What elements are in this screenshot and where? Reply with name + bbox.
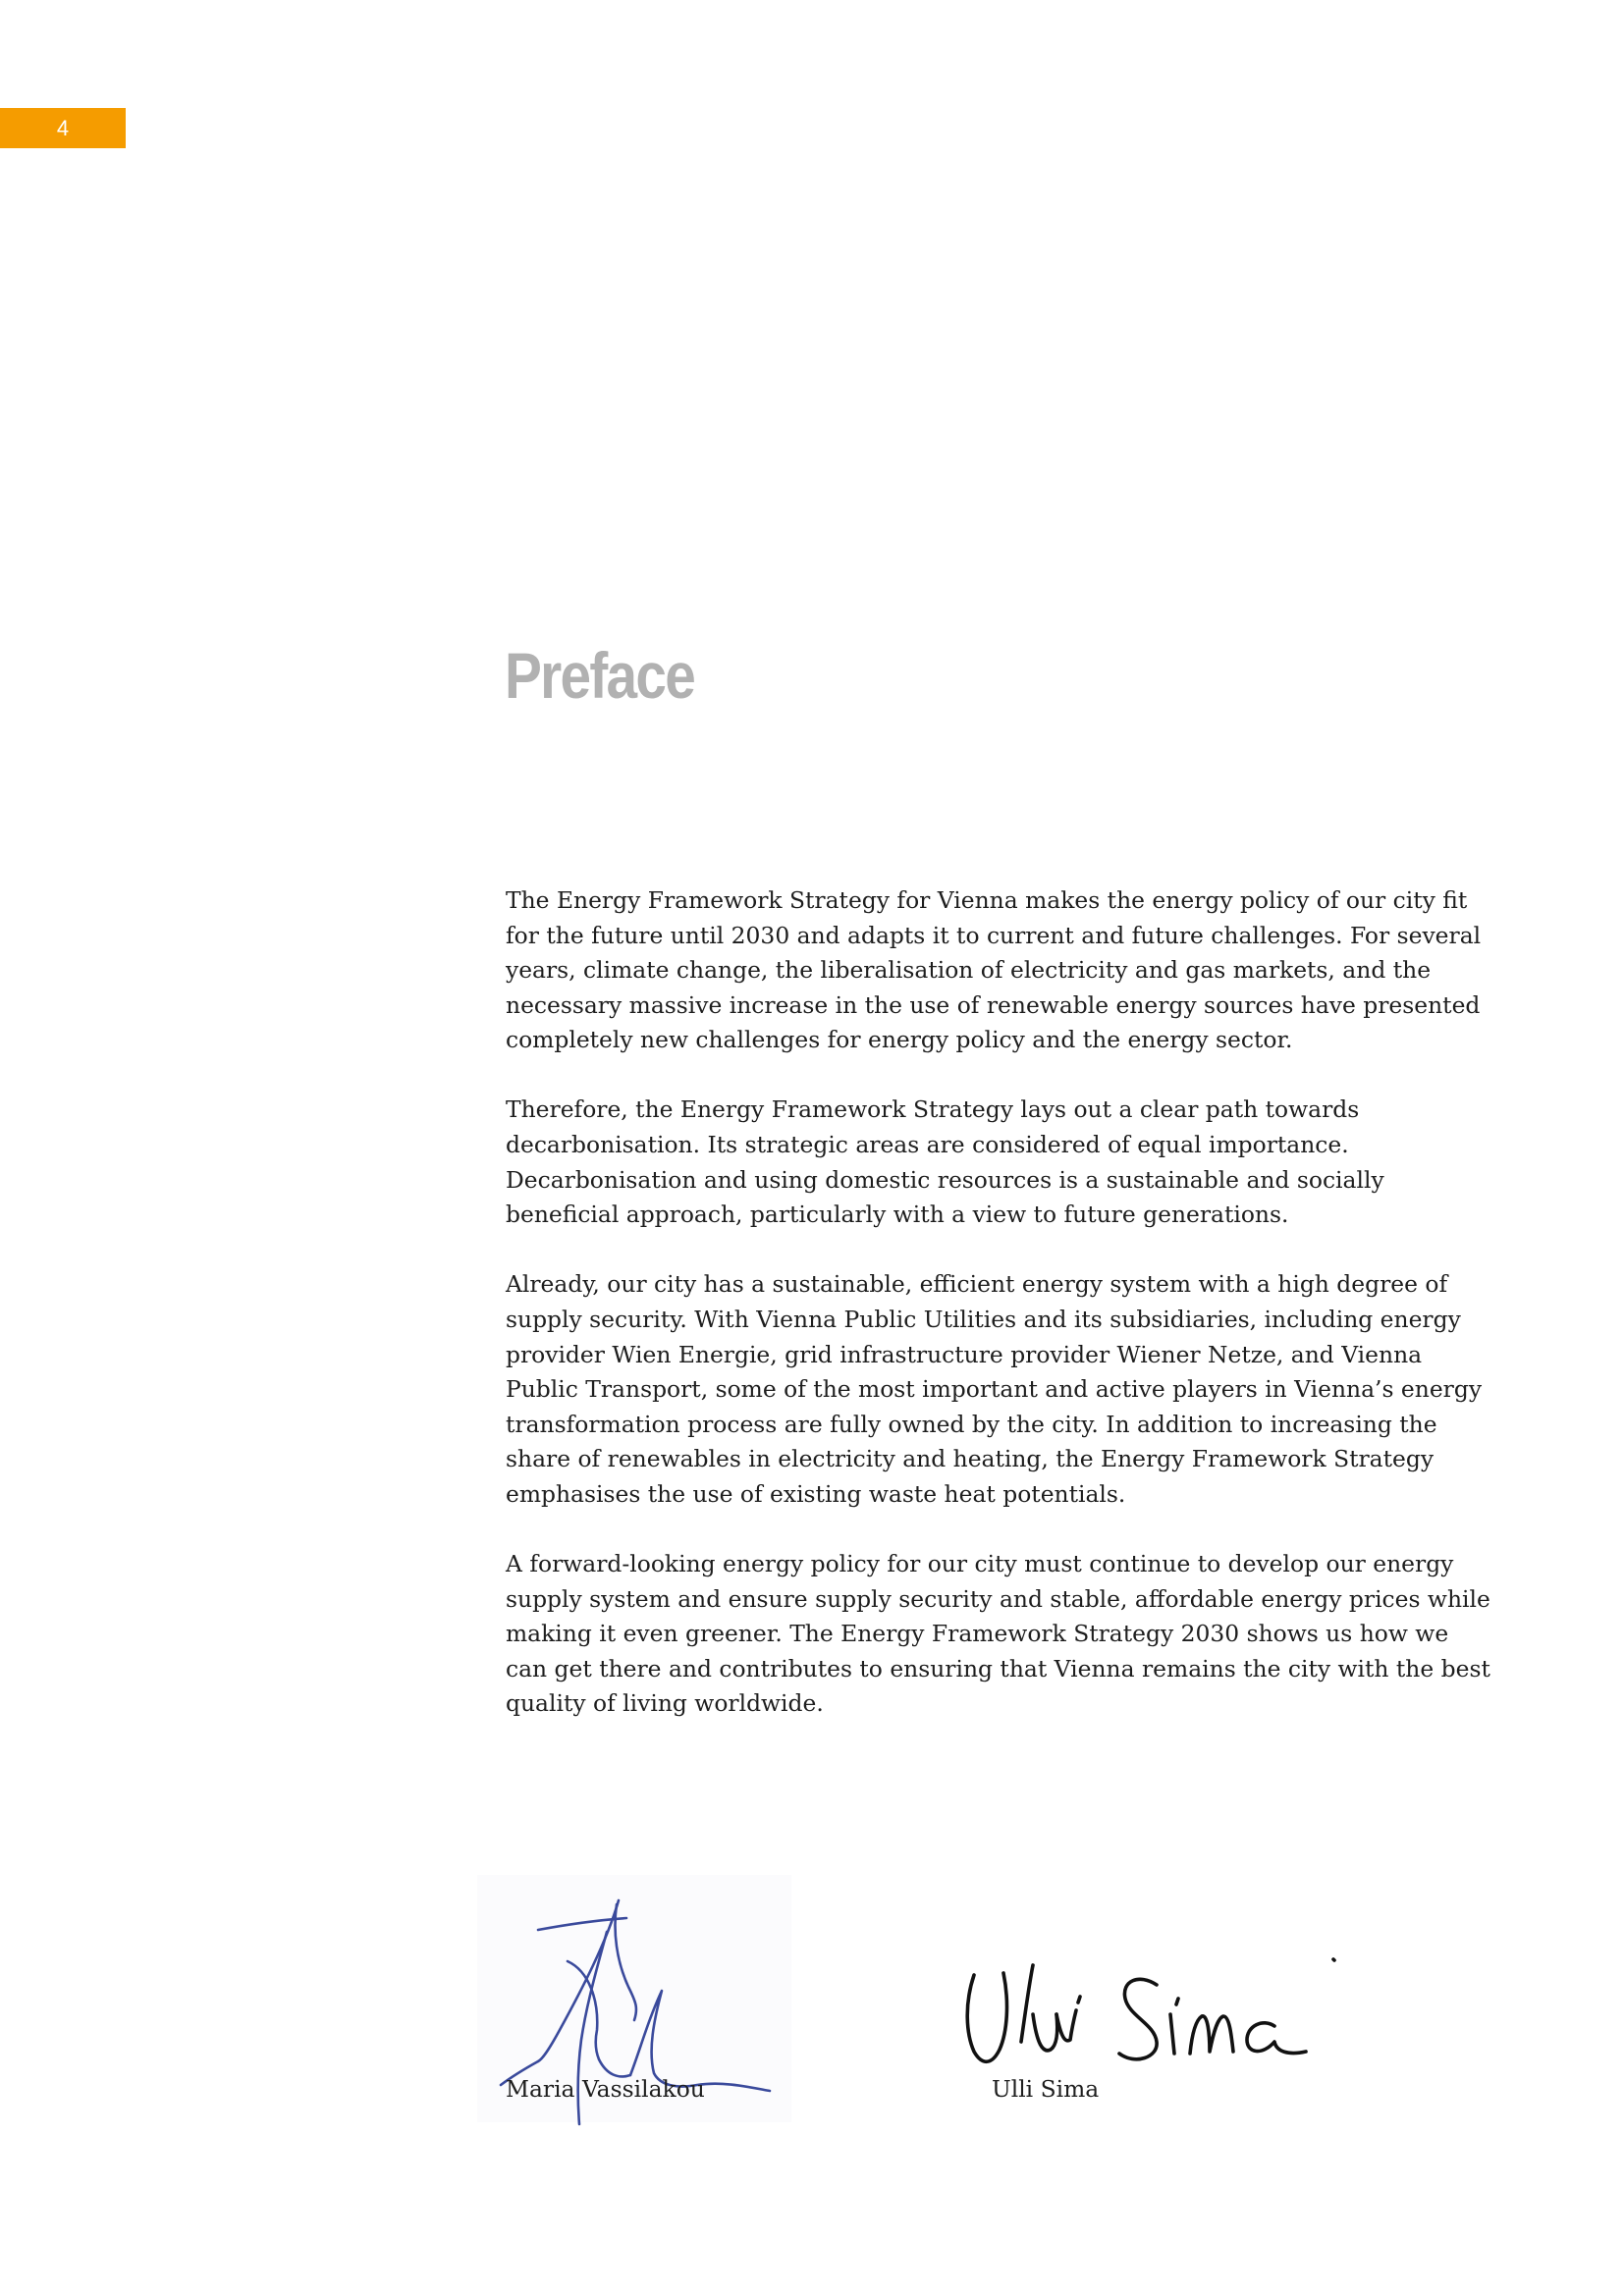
page-title: Preface (505, 639, 695, 712)
paragraph-2: Therefore, the Energy Framework Strategy lays out a clear path towards decarbonisation. Its strategic areas are considered of equal importance. Decarbonisation and using domestic resources is a sustainable and socially beneficial approach, particularly with a view to future generations. (506, 1095, 1384, 1229)
paragraph-1: The Energy Framework Strategy for Vienna makes the energy policy of our city fit for the future until 2030 and adapts it to current and future challenges. For several years, climate change, the liberalisation of electricity and gas markets, and the necessary massive increase in the use of renewable energy sources have presented completely new challenges for energy policy and the energy sector. (506, 886, 1482, 1054)
paragraph-4: A forward-looking energy policy for our city must continue to develop our energy supply system and ensure supply security and stable, affordable energy prices while making it even greener. The Energy Framework Strategy 2030 shows us how we can get there and contributes to ensuring that Vienna remains the city with the best quality of living worldwide. (506, 1550, 1490, 1718)
signer-name-sima: Ulli Sima (992, 2075, 1100, 2103)
page-number: 4 (56, 116, 70, 140)
paragraph-3: Already, our city has a sustainable, efficient energy system with a high degree of supply security. With Vienna Public Utilities and its subsidiaries, including energy provider Wien Energie, grid infrastructure provider Wiener Netze, and Vienna Public Transport, some of the most important and active players in Vienna’s energy transformation process are fully owned by the city. In addition to increasing the share of renewables in electricity and heating, the Energy Framework Strategy emphasises the use of existing waste heat potentials. (506, 1270, 1483, 1508)
signer-name-vassilakou: Maria Vassilakou (506, 2075, 705, 2103)
page-number-tab (0, 108, 126, 148)
preface-body (506, 883, 1492, 1756)
signature-sima (962, 1955, 1345, 2073)
